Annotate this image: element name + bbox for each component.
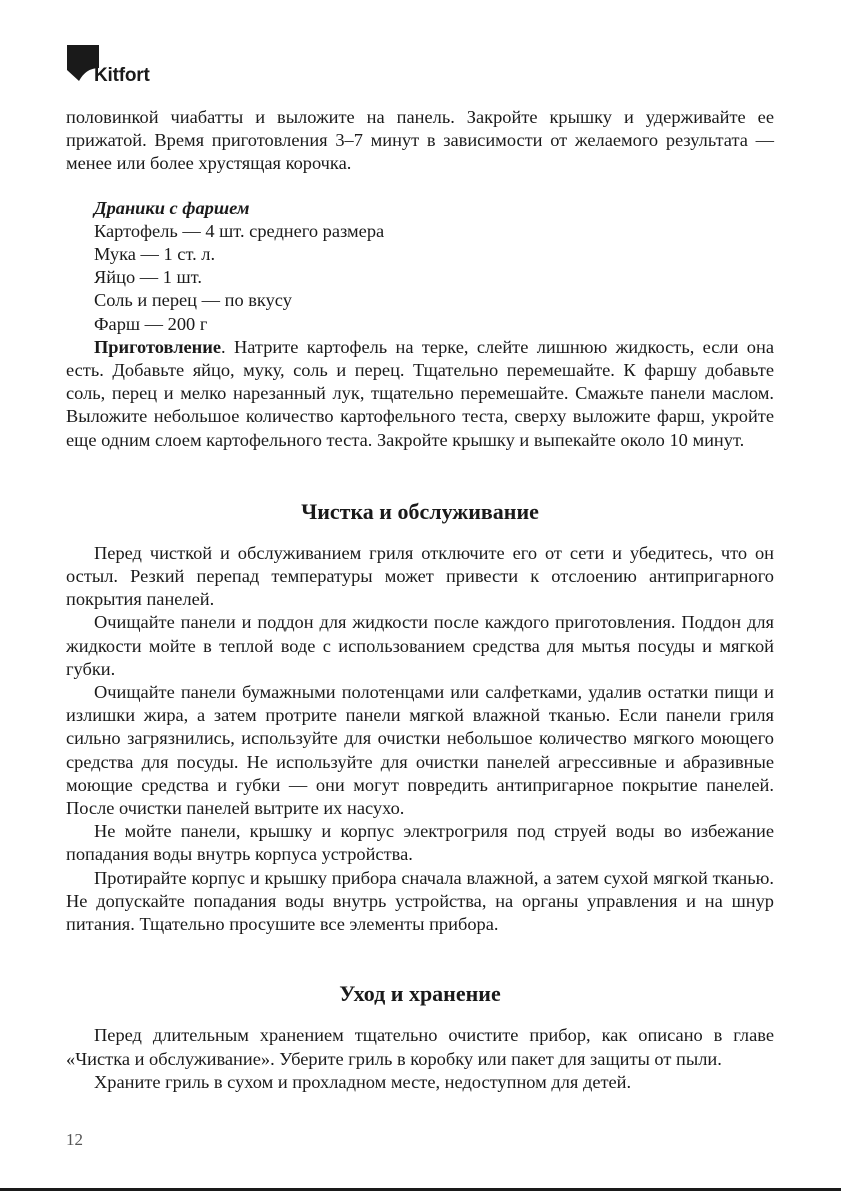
storage-paragraph: Храните гриль в сухом и прохладном месте, недоступном для детей. (94, 1071, 632, 1092)
page-content (66, 106, 774, 1094)
recipe-title: Драники с фаршем (94, 197, 250, 218)
method-text: . Натрите картофель на терке, слейте лишнюю жидкость, если она есть. Добавьте яйцо, муку, соль и перец. Тщательно перемешайте. К фаршу добавьте соль, перец и мелко нарезанный лук, тщательно перемешайте. Смажьте панели маслом. Выложите небольшое количество картофельного теста, сверху выложите фарш, укройте еще одним слоем картофельного теста. Закройте крышку и выпекайте около 10 минут. (66, 336, 774, 450)
brand-name: Kitfort (94, 65, 150, 86)
page-number: 12 (66, 1130, 83, 1149)
section-title-storage: Уход и хранение (339, 981, 501, 1007)
method-label: Приготовление (94, 336, 222, 357)
ingredient-item: Фарш — 200 г (94, 313, 208, 334)
ingredient-item: Картофель — 4 шт. среднего размера (94, 220, 385, 241)
section-title-cleaning: Чистка и обслуживание (301, 498, 539, 524)
cleaning-paragraph: Очищайте панели бумажными полотенцами или салфетками, удалив остатки пищи и излишки жира, а затем протрите панели мягкой влажной тканью. Если панели гриля сильно загрязнились, используйте для очистки небольшое количество мягкого моющего средства для посуды. Не используйте для очистки панелей агрессивные и абразивные моющие средства и губки — они могут повредить антипригарное покрытие панелей. После очистки панелей вытрите их насухо. (66, 682, 774, 819)
brand-logo (66, 44, 186, 92)
intro-paragraph: половинкой чиабатты и выложите на панель. Закройте крышку и удерживайте ее прижатой. Время приготовления 3–7 минут в зависимости от желаемого результата — менее или более хрустящая корочка. (66, 107, 774, 174)
recipe-method (66, 336, 774, 452)
storage-paragraph: Перед длительным хранением тщательно очистите прибор, как описано в главе «Чистка и обслуживание». Уберите гриль в коробку или пакет для защиты от пыли. (66, 1025, 774, 1069)
ingredient-item: Яйцо — 1 шт. (94, 267, 202, 288)
ingredient-item: Мука — 1 ст. л. (94, 244, 216, 265)
cleaning-paragraph: Очищайте панели и поддон для жидкости после каждого приготовления. Поддон для жидкости мойте в теплой воде с использованием средства для мытья посуды и мягкой губки. (66, 612, 774, 679)
cleaning-paragraph: Протирайте корпус и крышку прибора сначала влажной, а затем сухой мягкой тканью. Не допускайте попадания воды внутрь устройства, на органы управления и на шнур питания. Тщательно просушите все элементы прибора. (66, 867, 774, 935)
ingredient-item: Соль и перец — по вкусу (94, 290, 292, 311)
cleaning-paragraph: Не мойте панели, крышку и корпус электрогриля под струей воды во избежание попадания воды внутрь корпуса устройства. (66, 821, 774, 865)
cleaning-paragraph: Перед чисткой и обслуживанием гриля отключите его от сети и убедитесь, что он остыл. Резкий перепад температуры может привести к отслоению антипригарного покрытия панелей. (66, 542, 774, 610)
